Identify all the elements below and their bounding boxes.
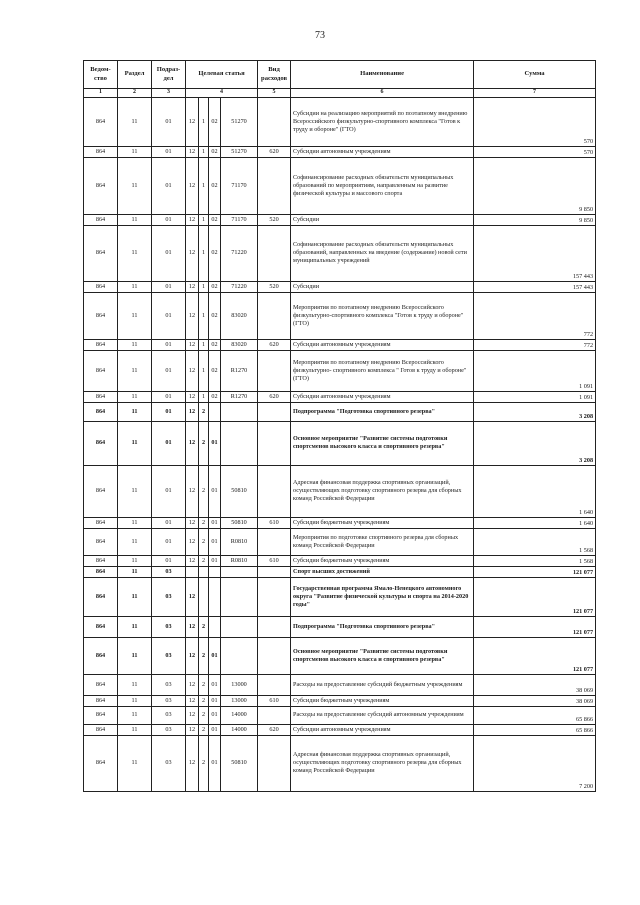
cell-naimenovanie: Субсидии автономным учреждениям	[291, 391, 474, 402]
cell-vedomstvo: 864	[84, 555, 118, 566]
cell-razdel: 11	[118, 225, 152, 281]
cell-event: 01	[209, 735, 221, 791]
cell-subprogram: 1	[199, 146, 209, 157]
cell-razdel: 11	[118, 339, 152, 350]
cell-event	[209, 616, 221, 637]
cell-direction: 51270	[221, 97, 258, 146]
cell-subprogram: 2	[199, 517, 209, 528]
cell-program: 12	[186, 225, 199, 281]
cell-summa: 65 866	[474, 706, 596, 724]
cell-razdel: 11	[118, 517, 152, 528]
cell-event: 01	[209, 637, 221, 674]
cell-razdel: 11	[118, 566, 152, 577]
cell-program: 12	[186, 528, 199, 555]
cell-event: 02	[209, 292, 221, 339]
cell-summa: 1 091	[474, 350, 596, 391]
cell-event: 01	[209, 421, 221, 465]
cell-naimenovanie: Субсидии автономным учреждениям	[291, 146, 474, 157]
cell-direction: 13000	[221, 674, 258, 695]
cell-direction: 14000	[221, 706, 258, 724]
cell-podrazdel: 01	[152, 555, 186, 566]
cell-razdel: 11	[118, 402, 152, 421]
cell-podrazdel: 01	[152, 391, 186, 402]
cell-direction	[221, 616, 258, 637]
cell-razdel: 11	[118, 577, 152, 616]
cell-vid-raskhodov	[258, 735, 291, 791]
cell-summa: 1 568	[474, 555, 596, 566]
cell-event: 02	[209, 281, 221, 292]
cell-direction: 71170	[221, 157, 258, 214]
cell-vid-raskhodov: 620	[258, 724, 291, 735]
cell-subprogram: 2	[199, 706, 209, 724]
table-row	[84, 724, 596, 735]
cell-podrazdel: 03	[152, 674, 186, 695]
cell-subprogram: 2	[199, 735, 209, 791]
cell-podrazdel: 03	[152, 616, 186, 637]
cell-razdel: 11	[118, 350, 152, 391]
header-summa: Сумма	[474, 61, 596, 89]
cell-vid-raskhodov: 610	[258, 517, 291, 528]
table-row	[84, 674, 596, 695]
cell-vid-raskhodov	[258, 566, 291, 577]
cell-naimenovanie: Субсидии автономным учреждениям	[291, 339, 474, 350]
cell-program: 12	[186, 292, 199, 339]
cell-summa: 570	[474, 146, 596, 157]
cell-podrazdel: 03	[152, 706, 186, 724]
table-row	[84, 695, 596, 706]
table-row	[84, 339, 596, 350]
cell-summa: 772	[474, 292, 596, 339]
cell-subprogram: 2	[199, 637, 209, 674]
table-row	[84, 225, 596, 281]
cell-subprogram: 1	[199, 391, 209, 402]
cell-razdel: 11	[118, 724, 152, 735]
cell-podrazdel: 01	[152, 517, 186, 528]
header-razdel: Раздел	[118, 61, 152, 89]
cell-event: 01	[209, 555, 221, 566]
cell-program: 12	[186, 616, 199, 637]
cell-direction	[221, 566, 258, 577]
cell-naimenovanie: Субсидии бюджетным учреждениям	[291, 695, 474, 706]
cell-razdel: 11	[118, 97, 152, 146]
cell-subprogram: 2	[199, 674, 209, 695]
cell-direction	[221, 637, 258, 674]
table-row	[84, 350, 596, 391]
cell-subprogram: 1	[199, 292, 209, 339]
cell-podrazdel: 03	[152, 724, 186, 735]
cell-vid-raskhodov: 520	[258, 214, 291, 225]
cell-naimenovanie: Адресная финансовая поддержка спортивных организаций, осуществляющих подготовку спортивного резерва для сборных команд Российской Федерации	[291, 465, 474, 517]
cell-direction: 14000	[221, 724, 258, 735]
cell-naimenovanie: Спорт высших достижений	[291, 566, 474, 577]
cell-razdel: 11	[118, 214, 152, 225]
cell-vedomstvo: 864	[84, 146, 118, 157]
cell-summa: 121 077	[474, 577, 596, 616]
table-row	[84, 517, 596, 528]
cell-program: 12	[186, 97, 199, 146]
cell-direction	[221, 577, 258, 616]
cell-podrazdel: 03	[152, 577, 186, 616]
cell-event: 01	[209, 706, 221, 724]
cell-event: 02	[209, 97, 221, 146]
cell-naimenovanie: Мероприятия по поэтапному внедрению Всероссийского физкультурно-спортивного комплекса "Готов к труду и обороне" (ГТО)	[291, 292, 474, 339]
cell-vid-raskhodov	[258, 637, 291, 674]
header-vid-raskhodov: Вид расходов	[258, 61, 291, 89]
cell-event: 02	[209, 225, 221, 281]
column-number: 1	[84, 89, 118, 98]
cell-subprogram: 2	[199, 555, 209, 566]
cell-naimenovanie: Основное мероприятие "Развитие системы подготовки спортсменов высокого класса и спортивного резерва"	[291, 637, 474, 674]
table-row	[84, 465, 596, 517]
cell-subprogram: 1	[199, 225, 209, 281]
cell-event: 02	[209, 157, 221, 214]
table-row	[84, 528, 596, 555]
cell-summa: 1 568	[474, 528, 596, 555]
cell-razdel: 11	[118, 146, 152, 157]
table-row	[84, 555, 596, 566]
cell-vedomstvo: 864	[84, 465, 118, 517]
cell-vid-raskhodov	[258, 97, 291, 146]
cell-vedomstvo: 864	[84, 695, 118, 706]
cell-program	[186, 566, 199, 577]
cell-vid-raskhodov: 620	[258, 339, 291, 350]
cell-naimenovanie: Основное мероприятие "Развитие системы подготовки спортсменов высокого класса и спортивного резерва"	[291, 421, 474, 465]
column-number: 3	[152, 89, 186, 98]
cell-subprogram: 1	[199, 214, 209, 225]
cell-summa: 7 200	[474, 735, 596, 791]
cell-vedomstvo: 864	[84, 339, 118, 350]
table-row	[84, 706, 596, 724]
table-row	[84, 391, 596, 402]
cell-razdel: 11	[118, 637, 152, 674]
cell-naimenovanie: Субсидии на реализацию мероприятий по поэтапному внедрению Всероссийского физкультурно-спортивного комплекса "Готов к труду и обороне" (ГТО)	[291, 97, 474, 146]
table-row	[84, 146, 596, 157]
cell-vid-raskhodov	[258, 465, 291, 517]
cell-direction: R1270	[221, 391, 258, 402]
table-row	[84, 735, 596, 791]
cell-naimenovanie: Софинансирование расходных обязательств муниципальных образований, направленных на введение (содержание) новой сети муниципальных учреждений	[291, 225, 474, 281]
cell-vedomstvo: 864	[84, 706, 118, 724]
cell-subprogram: 1	[199, 350, 209, 391]
page-number: 73	[315, 30, 325, 41]
cell-program: 12	[186, 391, 199, 402]
cell-razdel: 11	[118, 292, 152, 339]
cell-vid-raskhodov	[258, 225, 291, 281]
cell-program: 12	[186, 517, 199, 528]
cell-podrazdel: 01	[152, 225, 186, 281]
cell-vid-raskhodov	[258, 421, 291, 465]
cell-direction	[221, 402, 258, 421]
table-row	[84, 292, 596, 339]
table-row	[84, 97, 596, 146]
cell-podrazdel: 01	[152, 350, 186, 391]
cell-vedomstvo: 864	[84, 674, 118, 695]
cell-podrazdel: 01	[152, 214, 186, 225]
cell-podrazdel: 01	[152, 146, 186, 157]
table-row	[84, 577, 596, 616]
cell-naimenovanie: Адресная финансовая поддержка спортивных организаций, осуществляющих подготовку спортивного резерва для сборных команд Российской Федерации	[291, 735, 474, 791]
cell-podrazdel: 03	[152, 735, 186, 791]
cell-vedomstvo: 864	[84, 566, 118, 577]
cell-subprogram: 2	[199, 421, 209, 465]
cell-subprogram: 2	[199, 528, 209, 555]
cell-naimenovanie: Субсидии автономным учреждениям	[291, 724, 474, 735]
table-row	[84, 616, 596, 637]
table-row	[84, 566, 596, 577]
cell-program: 12	[186, 724, 199, 735]
cell-podrazdel: 03	[152, 637, 186, 674]
cell-program: 12	[186, 339, 199, 350]
cell-program: 12	[186, 695, 199, 706]
cell-podrazdel: 01	[152, 97, 186, 146]
cell-subprogram: 1	[199, 281, 209, 292]
table-row	[84, 157, 596, 214]
column-number: 7	[474, 89, 596, 98]
cell-summa: 121 077	[474, 637, 596, 674]
cell-program: 12	[186, 146, 199, 157]
header-row	[84, 61, 596, 89]
cell-vedomstvo: 864	[84, 735, 118, 791]
cell-direction: R1270	[221, 350, 258, 391]
cell-program: 12	[186, 577, 199, 616]
cell-razdel: 11	[118, 616, 152, 637]
cell-event: 01	[209, 695, 221, 706]
cell-event: 02	[209, 214, 221, 225]
cell-razdel: 11	[118, 674, 152, 695]
cell-vedomstvo: 864	[84, 292, 118, 339]
cell-summa: 9 850	[474, 214, 596, 225]
cell-event: 02	[209, 350, 221, 391]
cell-vedomstvo: 864	[84, 214, 118, 225]
cell-event	[209, 577, 221, 616]
cell-subprogram: 1	[199, 339, 209, 350]
cell-direction: R0810	[221, 528, 258, 555]
header-podrazdel: Подраз-дел	[152, 61, 186, 89]
cell-event	[209, 402, 221, 421]
cell-razdel: 11	[118, 706, 152, 724]
cell-event	[209, 566, 221, 577]
cell-naimenovanie: Софинансирование расходных обязательств муниципальных образований по мероприятиям, направленным на развитие физической культуры и массового спорта	[291, 157, 474, 214]
cell-summa: 772	[474, 339, 596, 350]
header-naimenovanie: Наименование	[291, 61, 474, 89]
cell-direction	[221, 421, 258, 465]
cell-vid-raskhodov: 620	[258, 146, 291, 157]
cell-direction: 50810	[221, 465, 258, 517]
table-row	[84, 281, 596, 292]
header-vedomstvo: Ведом-ство	[84, 61, 118, 89]
cell-summa: 1 640	[474, 517, 596, 528]
cell-podrazdel: 01	[152, 465, 186, 517]
cell-vid-raskhodov	[258, 157, 291, 214]
cell-vid-raskhodov: 610	[258, 695, 291, 706]
cell-podrazdel: 01	[152, 421, 186, 465]
cell-event: 01	[209, 724, 221, 735]
budget-table	[83, 60, 596, 792]
cell-program: 12	[186, 637, 199, 674]
cell-event: 01	[209, 674, 221, 695]
cell-razdel: 11	[118, 695, 152, 706]
table-row	[84, 402, 596, 421]
cell-program: 12	[186, 350, 199, 391]
cell-program: 12	[186, 402, 199, 421]
cell-razdel: 11	[118, 281, 152, 292]
cell-naimenovanie: Субсидии бюджетным учреждениям	[291, 555, 474, 566]
cell-direction: 13000	[221, 695, 258, 706]
cell-razdel: 11	[118, 157, 152, 214]
cell-naimenovanie: Расходы на предоставление субсидий бюджетным учреждениям	[291, 674, 474, 695]
table-row	[84, 214, 596, 225]
cell-direction: 83020	[221, 292, 258, 339]
table-body	[84, 97, 596, 791]
cell-podrazdel: 03	[152, 695, 186, 706]
cell-direction: R0810	[221, 555, 258, 566]
cell-vedomstvo: 864	[84, 391, 118, 402]
cell-event: 01	[209, 465, 221, 517]
cell-vedomstvo: 864	[84, 97, 118, 146]
cell-vid-raskhodov	[258, 292, 291, 339]
cell-program: 12	[186, 706, 199, 724]
cell-subprogram	[199, 577, 209, 616]
cell-razdel: 11	[118, 391, 152, 402]
header-tselevaya-statya: Целевая статья	[186, 61, 258, 89]
cell-summa: 3 208	[474, 402, 596, 421]
cell-vedomstvo: 864	[84, 517, 118, 528]
cell-subprogram	[199, 566, 209, 577]
cell-direction: 83020	[221, 339, 258, 350]
column-number: 6	[291, 89, 474, 98]
cell-summa: 38 069	[474, 695, 596, 706]
cell-naimenovanie: Расходы на предоставление субсидий автономным учреждениям	[291, 706, 474, 724]
cell-subprogram: 1	[199, 97, 209, 146]
cell-summa: 570	[474, 97, 596, 146]
cell-subprogram: 2	[199, 616, 209, 637]
cell-vid-raskhodov	[258, 402, 291, 421]
column-number: 5	[258, 89, 291, 98]
cell-subprogram: 2	[199, 402, 209, 421]
cell-event: 02	[209, 146, 221, 157]
cell-program: 12	[186, 281, 199, 292]
cell-event: 01	[209, 517, 221, 528]
cell-naimenovanie: Субсидии	[291, 281, 474, 292]
cell-podrazdel: 01	[152, 281, 186, 292]
cell-vedomstvo: 864	[84, 637, 118, 674]
cell-program: 12	[186, 555, 199, 566]
cell-summa: 121 077	[474, 566, 596, 577]
cell-vedomstvo: 864	[84, 421, 118, 465]
cell-summa: 121 077	[474, 616, 596, 637]
cell-summa: 1 091	[474, 391, 596, 402]
cell-subprogram: 2	[199, 465, 209, 517]
cell-direction: 51270	[221, 146, 258, 157]
cell-vid-raskhodov	[258, 706, 291, 724]
cell-podrazdel: 01	[152, 528, 186, 555]
column-number-row	[84, 89, 596, 98]
cell-summa: 9 850	[474, 157, 596, 214]
cell-podrazdel: 01	[152, 402, 186, 421]
column-number: 2	[118, 89, 152, 98]
cell-vedomstvo: 864	[84, 157, 118, 214]
cell-program: 12	[186, 674, 199, 695]
cell-podrazdel: 03	[152, 566, 186, 577]
cell-vedomstvo: 864	[84, 281, 118, 292]
cell-podrazdel: 01	[152, 157, 186, 214]
cell-program: 12	[186, 214, 199, 225]
cell-vid-raskhodov	[258, 528, 291, 555]
cell-naimenovanie: Подпрограмма "Подготовка спортивного резерва"	[291, 616, 474, 637]
cell-naimenovanie: Субсидии бюджетным учреждениям	[291, 517, 474, 528]
cell-naimenovanie: Подпрограмма "Подготовка спортивного резерва"	[291, 402, 474, 421]
cell-vedomstvo: 864	[84, 528, 118, 555]
cell-naimenovanie: Государственная программа Ямало-Ненецкого автономного округа "Развитие физической культуры и спорта на 2014-2020 годы"	[291, 577, 474, 616]
cell-summa: 1 640	[474, 465, 596, 517]
cell-summa: 3 208	[474, 421, 596, 465]
cell-razdel: 11	[118, 735, 152, 791]
cell-subprogram: 2	[199, 724, 209, 735]
cell-event: 02	[209, 339, 221, 350]
cell-direction: 71220	[221, 281, 258, 292]
cell-vid-raskhodov	[258, 577, 291, 616]
cell-program: 12	[186, 421, 199, 465]
cell-vid-raskhodov	[258, 674, 291, 695]
cell-vid-raskhodov: 610	[258, 555, 291, 566]
cell-razdel: 11	[118, 421, 152, 465]
cell-vedomstvo: 864	[84, 616, 118, 637]
cell-naimenovanie: Мероприятия по подготовке спортивного резерва для сборных команд Российской Федерации	[291, 528, 474, 555]
cell-razdel: 11	[118, 555, 152, 566]
cell-podrazdel: 01	[152, 292, 186, 339]
cell-summa: 157 443	[474, 281, 596, 292]
cell-direction: 50810	[221, 735, 258, 791]
cell-vedomstvo: 864	[84, 577, 118, 616]
cell-summa: 157 443	[474, 225, 596, 281]
cell-razdel: 11	[118, 465, 152, 517]
cell-program: 12	[186, 735, 199, 791]
cell-vid-raskhodov: 520	[258, 281, 291, 292]
cell-vid-raskhodov: 620	[258, 391, 291, 402]
cell-program: 12	[186, 465, 199, 517]
cell-summa: 65 866	[474, 724, 596, 735]
cell-summa: 38 069	[474, 674, 596, 695]
cell-event: 01	[209, 528, 221, 555]
cell-subprogram: 2	[199, 695, 209, 706]
cell-subprogram: 1	[199, 157, 209, 214]
cell-podrazdel: 01	[152, 339, 186, 350]
cell-program: 12	[186, 157, 199, 214]
table-row	[84, 421, 596, 465]
cell-vedomstvo: 864	[84, 350, 118, 391]
cell-event: 02	[209, 391, 221, 402]
cell-vid-raskhodov	[258, 350, 291, 391]
cell-vedomstvo: 864	[84, 724, 118, 735]
cell-vedomstvo: 864	[84, 402, 118, 421]
column-number: 4	[186, 89, 258, 98]
cell-vedomstvo: 864	[84, 225, 118, 281]
cell-direction: 71220	[221, 225, 258, 281]
cell-direction: 50810	[221, 517, 258, 528]
cell-direction: 71170	[221, 214, 258, 225]
cell-razdel: 11	[118, 528, 152, 555]
cell-naimenovanie: Субсидии	[291, 214, 474, 225]
table-row	[84, 637, 596, 674]
cell-naimenovanie: Мероприятия по поэтапному внедрению Всероссийского физкультурно- спортивного комплекса " Готов к труду и обороне" (ГТО)	[291, 350, 474, 391]
cell-vid-raskhodov	[258, 616, 291, 637]
